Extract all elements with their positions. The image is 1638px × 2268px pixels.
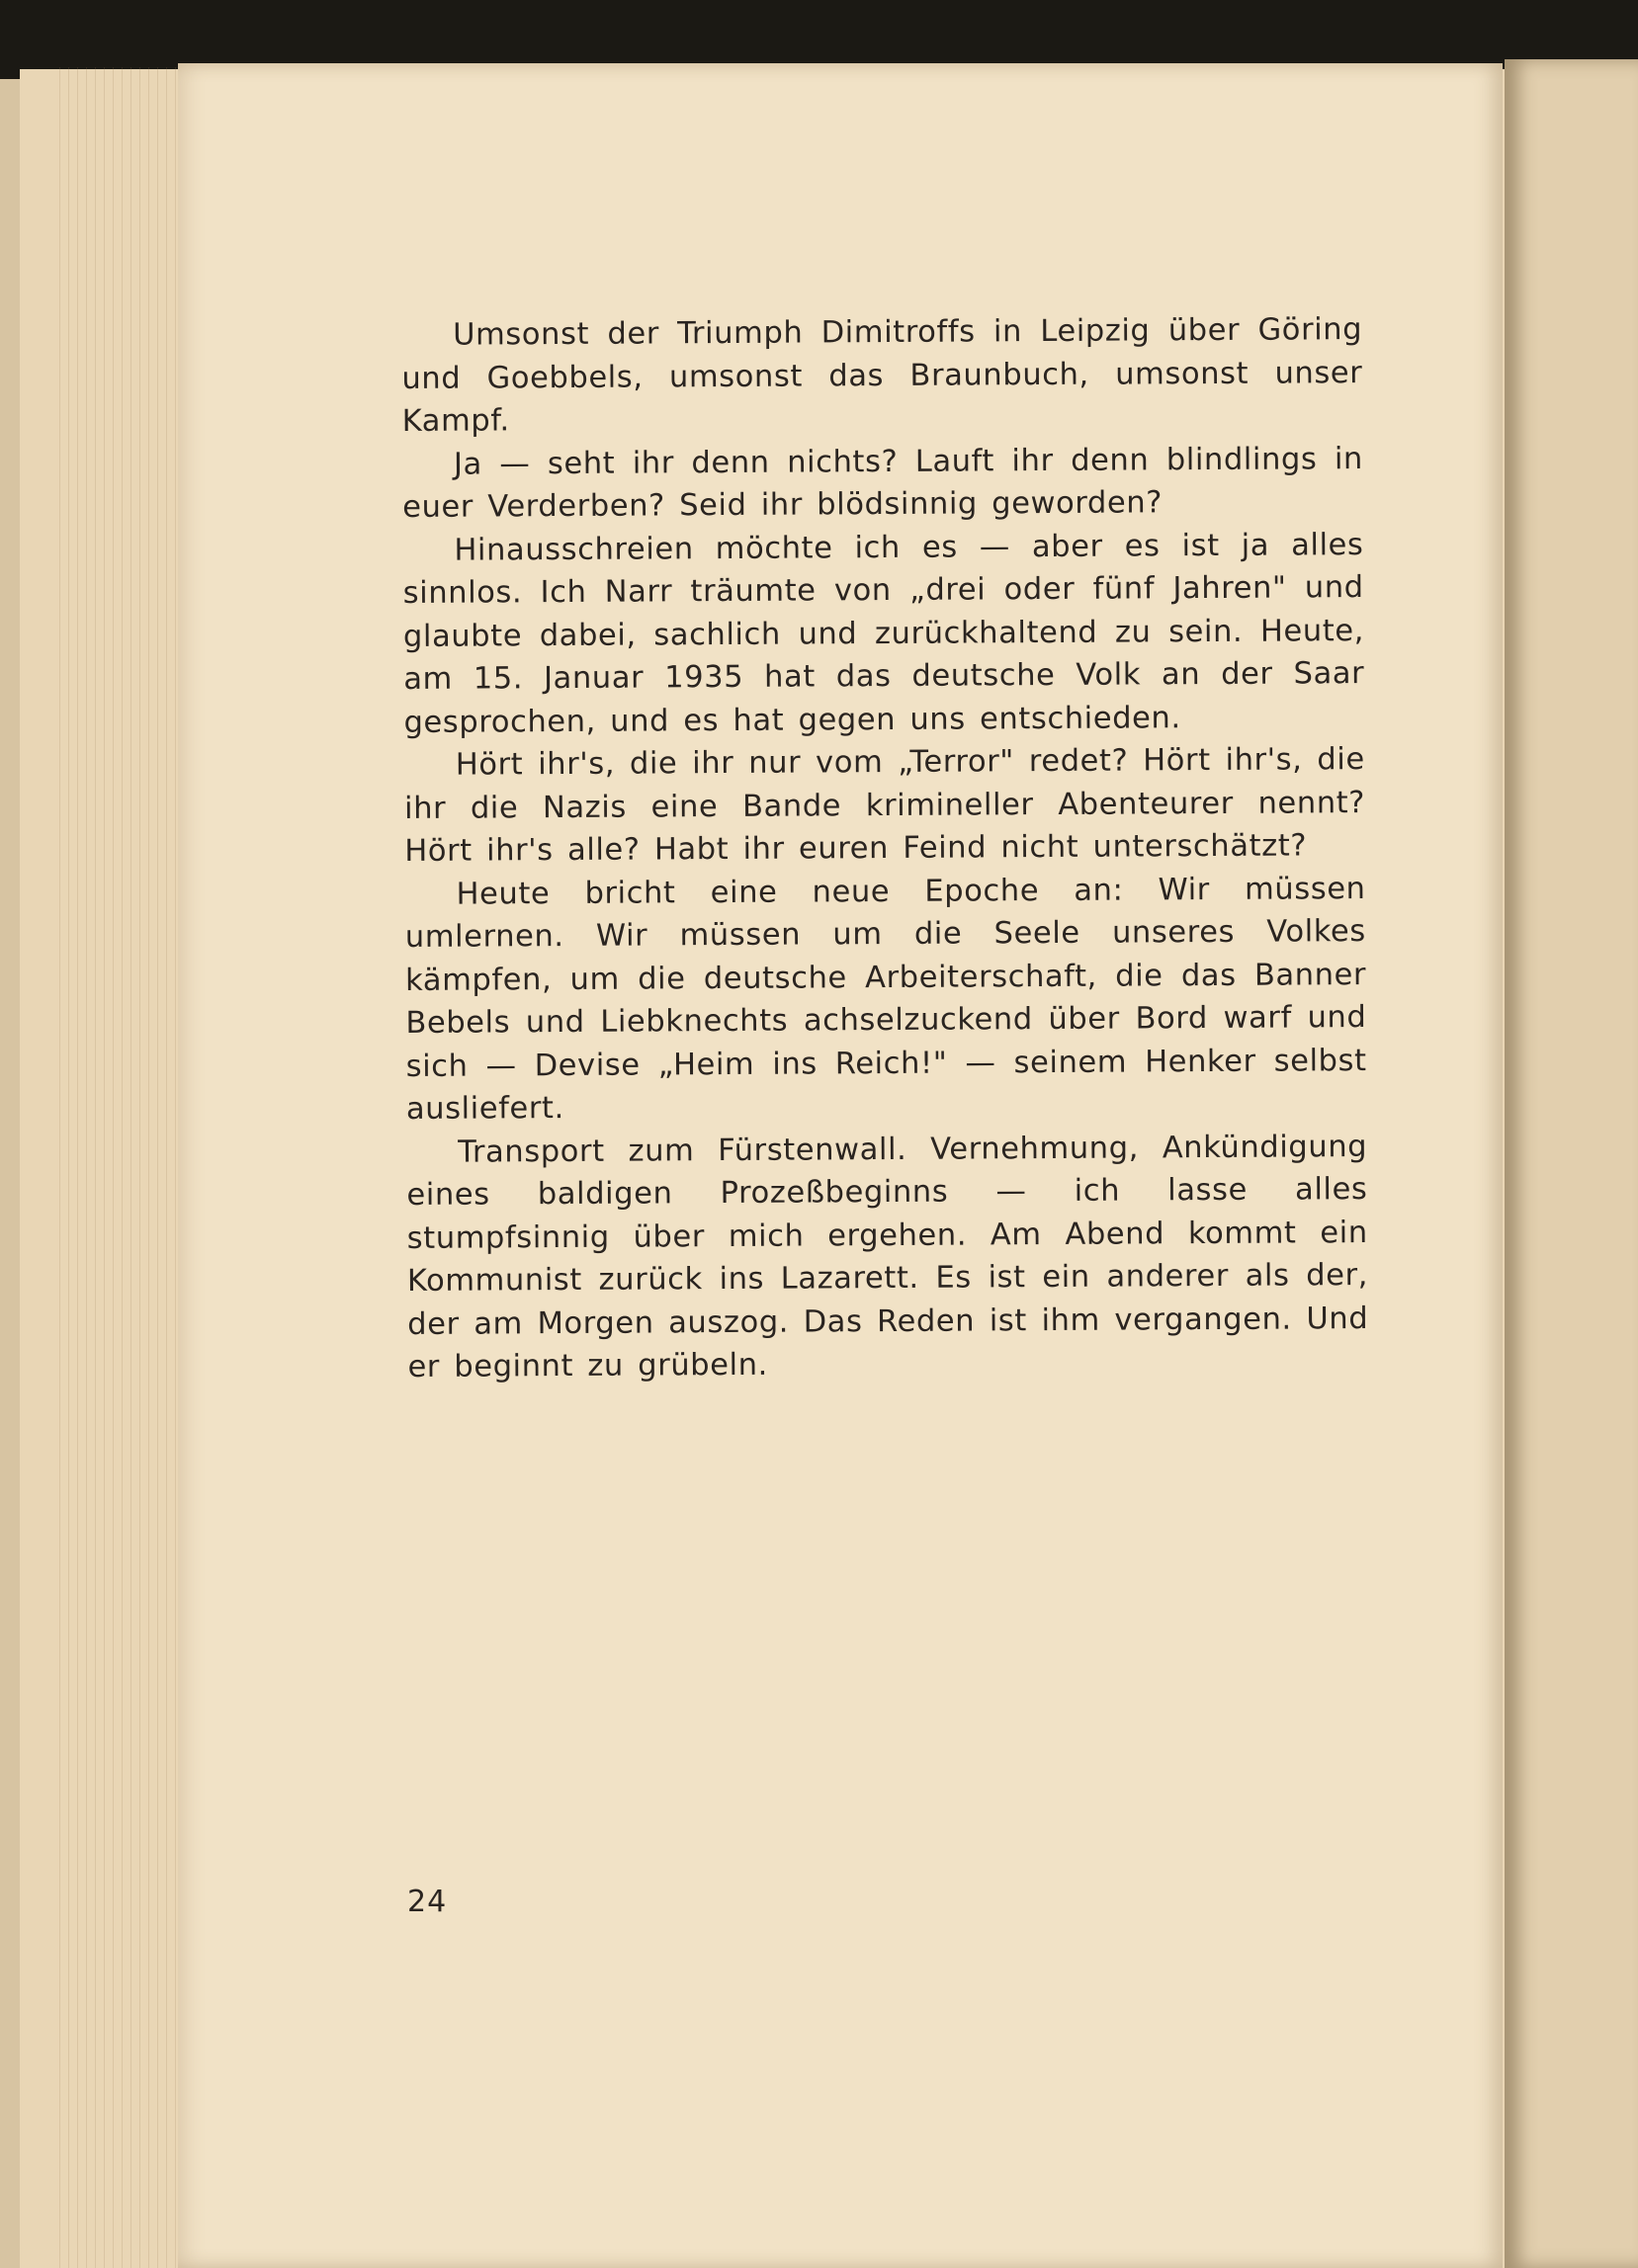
paragraph: Hört ihr's, die ihr nur vom „Terror" redet? Hört ihr's, die ihr die Nazis eine Bande krimineller Abenteurer nennt? Hört ihr's alle? Habt ihr euren Feind nicht unterschätzt? [403, 742, 1366, 869]
body-text [401, 308, 1369, 1388]
paragraph: Transport zum Fürstenwall. Vernehmung, Ankündigung eines baldigen Prozeßbeginns — ich lasse alles stumpfsinnig über mich ergehen. Am Abend kommt ein Kommunist zurück ins Lazarett. Es ist ein anderer als der, der am Morgen auszog. Das Reden ist ihm vergangen. Und er beginnt zu grübeln. [406, 1129, 1369, 1385]
page-edges [59, 67, 188, 2268]
facing-page-edge [1505, 59, 1638, 2268]
paragraph: Hinausschreien möchte ich es — aber es ist ja alles sinnlos. Ich Narr träumte von „drei oder fünf Jahren" und glaubte dabei, sachlich und zurückhaltend zu sein. Heute, am 15. Januar 1935 hat das deutsche Volk an der Saar gesprochen, und es hat gegen uns entschieden. [402, 527, 1365, 740]
page-number: 24 [407, 1885, 448, 1919]
paragraph: Umsonst der Triumph Dimitroffs in Leipzig über Göring und Goebbels, umsonst das Braunbuch, umsonst unser Kampf. [401, 312, 1363, 439]
paragraph: Heute bricht eine neue Epoche an: Wir müssen umlernen. Wir müssen um die Seele unseres Volkes kämpfen, um die deutsche Arbeiterschaft, die das Banner Bebels und Liebknechts achselzuckend über Bord warf und sich — Devise „Heim ins Reich!" — seinem Henker selbst ausliefert. [404, 871, 1367, 1127]
paragraph: Ja — seht ihr denn nichts? Lauft ihr denn blindlings in euer Verderben? Seid ihr blödsinnig geworden? [402, 441, 1364, 525]
